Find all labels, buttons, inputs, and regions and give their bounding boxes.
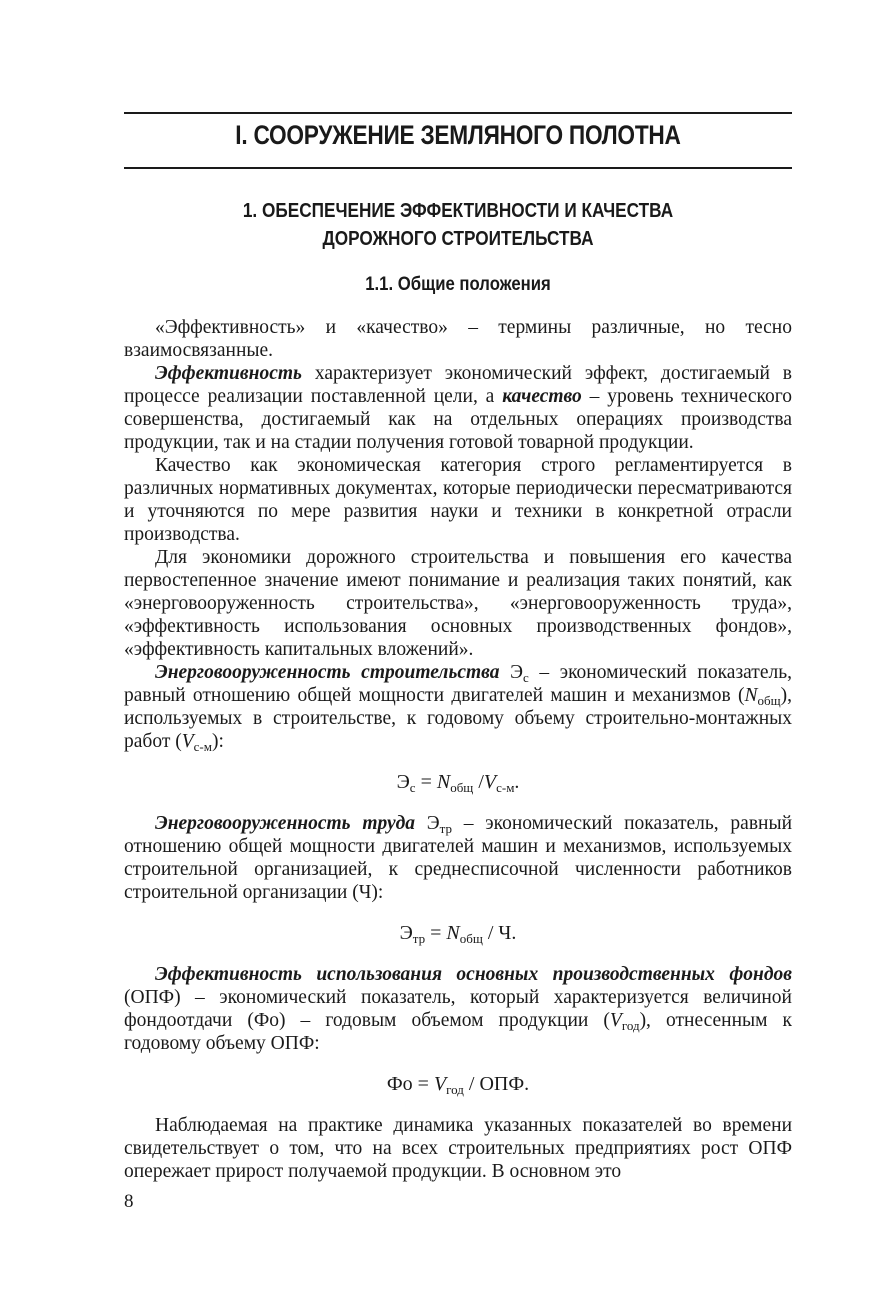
term-effectiveness: Эффективность <box>155 363 302 384</box>
page-number: 8 <box>124 1191 134 1212</box>
paragraph-2: Эффективность характеризует экономический эффект, достигаемый в процессе реализации поставленной цели, а качество – уровень технического совершенства, достигаемый как на отдельных операциях производства продукции, так и на стадии получения готовой товарной продукции. <box>124 363 793 453</box>
formula-2: $Э_{тр} = N_{общ} / Ч$. <box>399 922 517 946</box>
chapter-title <box>171 197 745 253</box>
formula-3: Фо = $V_{год}$ / ОПФ. <box>386 1073 530 1097</box>
term-fixed-assets-efficiency: Эффективность использования основных производственных фондов <box>155 964 792 985</box>
paragraph-8: Наблюдаемая на практике динамика указанных показателей во времени свидетельствует о том, что на всех строительных предприятиях рост ОПФ опережает прирост получаемой продукции. В основном это <box>124 1115 792 1182</box>
body-text <box>124 316 792 1183</box>
paragraph-3: Качество как экономическая категория строго регламентируется в различных нормативных документах, которые периодически пересматриваются и уточняются по мере развития науки и техники в конкретной отрасли производства. <box>124 455 792 545</box>
section-title: 1.1. Общие положения <box>365 274 551 295</box>
paragraph-7: Эффективность использования основных производственных фондов (ОПФ) – экономический показатель, который характеризуется величиной фондоотдачи (Фо) – годовым объемом продукции $(V_{год})$, отнесенным к годовому объему ОПФ: <box>124 964 792 1054</box>
term-labor-power: Энерговооруженность труда <box>155 813 416 834</box>
term-quality: качество <box>502 386 582 407</box>
chapter-title-line-2: ДОРОЖНОГО СТРОИТЕЛЬСТВА <box>322 228 594 250</box>
paragraph-6: Энерговооруженность труда $Э_{тр}$ – экономический показатель, равный отношению общей мощности двигателей машин и механизмов, используемых строительной организацией, к среднесписочной численности работников строительной организации (Ч): <box>124 813 793 903</box>
paragraph-5: Энерговооруженность строительства $Э_с$ – экономический показатель, равный отношению общей мощности двигателей машин и механизмов $(N_{общ})$, используемых в строительстве, к годовому объему строительно-монтажных работ $(V_{с-м})$: <box>124 662 792 754</box>
term-construction-power: Энерговооруженность строительства <box>155 662 500 683</box>
chapter-title-line-1: 1. ОБЕСПЕЧЕНИЕ ЭФФЕКТИВНОСТИ И КАЧЕСТВА <box>242 200 674 222</box>
part-title: I. СООРУЖЕНИЕ ЗЕМЛЯНОГО ПОЛОТНА <box>235 120 681 150</box>
top-rule <box>124 112 792 114</box>
formula-1: $Э_с = N_{общ}$ $/V_{с-м}$. <box>396 771 520 795</box>
bottom-rule <box>124 167 792 169</box>
paragraph-4: Для экономики дорожного строительства и повышения его качества первостепенное значение имеют понимание и реализация таких понятий, как «энерговооруженность строительства», «энерговооруженность труда», «эффективность использования основных производственных фондов», «эффективность капитальных вложений». <box>124 547 792 660</box>
paragraph-1: «Эффективность» и «качество» – термины различные, но тесно взаимосвязанные. <box>124 317 792 361</box>
